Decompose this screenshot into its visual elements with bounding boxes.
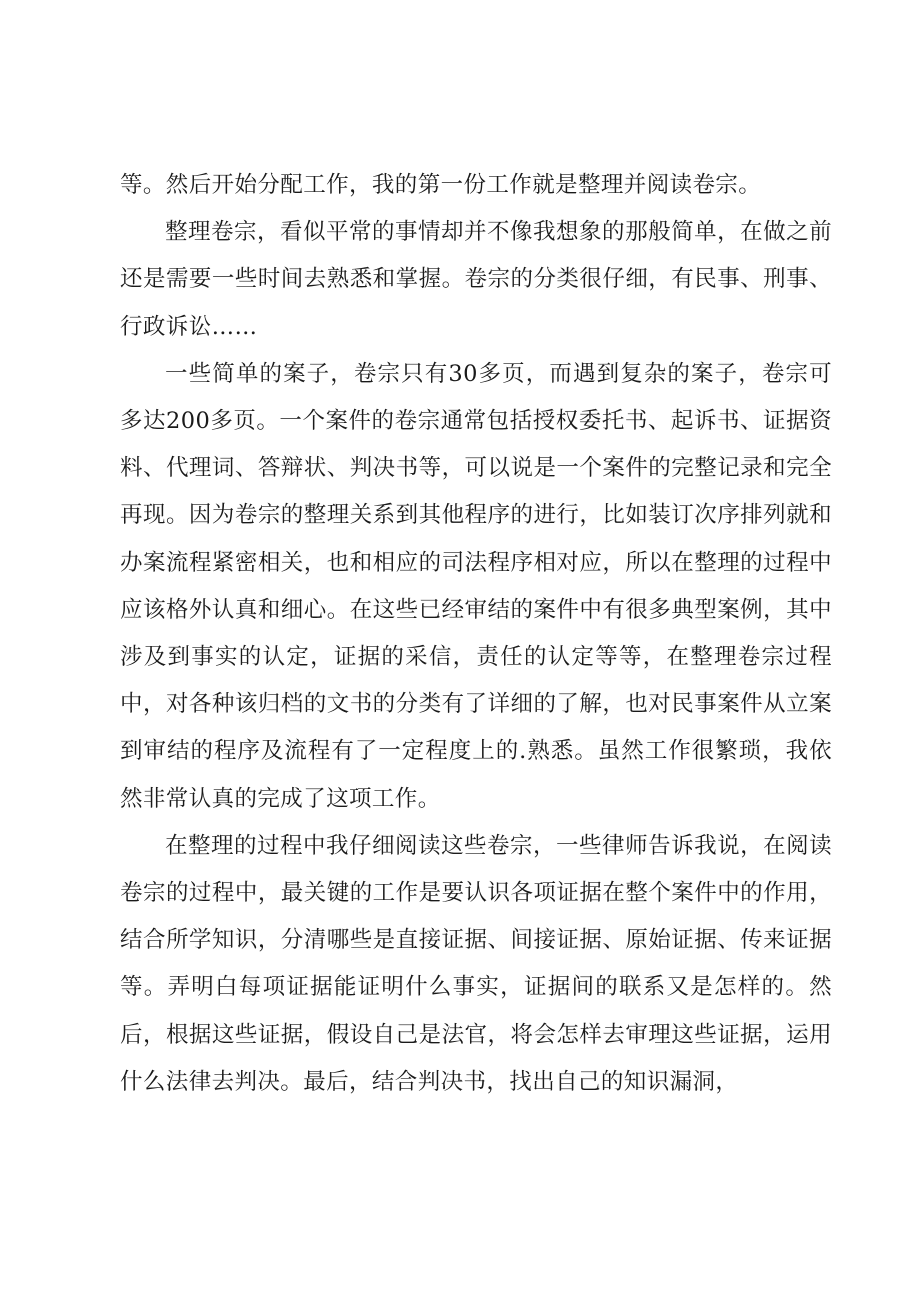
- paragraph-3: 一些简单的案子，卷宗只有30多页，而遇到复杂的案子，卷宗可多达200多页。一个案件的卷宗通常包括授权委托书、起诉书、证据资料、代理词、答辩状、判决书等，可以说是一个案件的完整记录和完全再现。因为卷宗的整理关系到其他程序的进行，比如装订次序排列就和办案流程紧密相关，也和相应的司法程序相对应，所以在整理的过程中应该格外认真和细心。在这些已经审结的案件中有很多典型案例，其中涉及到事实的认定，证据的采信，责任的认定等等，在整理卷宗过程中，对各种该归档的文书的分类有了详细的了解，也对民事案件从立案到审结的程序及流程有了一定程度上的.熟悉。虽然工作很繁琐，我依然非常认真的完成了这项工作。: [120, 360, 832, 812]
- paragraph-2: 整理卷宗，看似平常的事情却并不像我想象的那般简单，在做之前还是需要一些时间去熟悉和掌握。卷宗的分类很仔细，有民事、刑事、行政诉讼……: [120, 219, 832, 340]
- document-body: [120, 162, 832, 1106]
- paragraph-1: 等。然后开始分配工作，我的第一份工作就是整理并阅读卷宗。: [120, 172, 762, 198]
- paragraph-4: 在整理的过程中我仔细阅读这些卷宗，一些律师告诉我说，在阅读卷宗的过程中，最关键的工作是要认识各项证据在整个案件中的作用，结合所学知识，分清哪些是直接证据、间接证据、原始证据、传来证据等。弄明白每项证据能证明什么事实，证据间的联系又是怎样的。然后，根据这些证据，假设自己是法官，将会怎样去审理这些证据，运用什么法律去判决。最后，结合判决书，找出自己的知识漏洞，: [120, 832, 832, 1095]
